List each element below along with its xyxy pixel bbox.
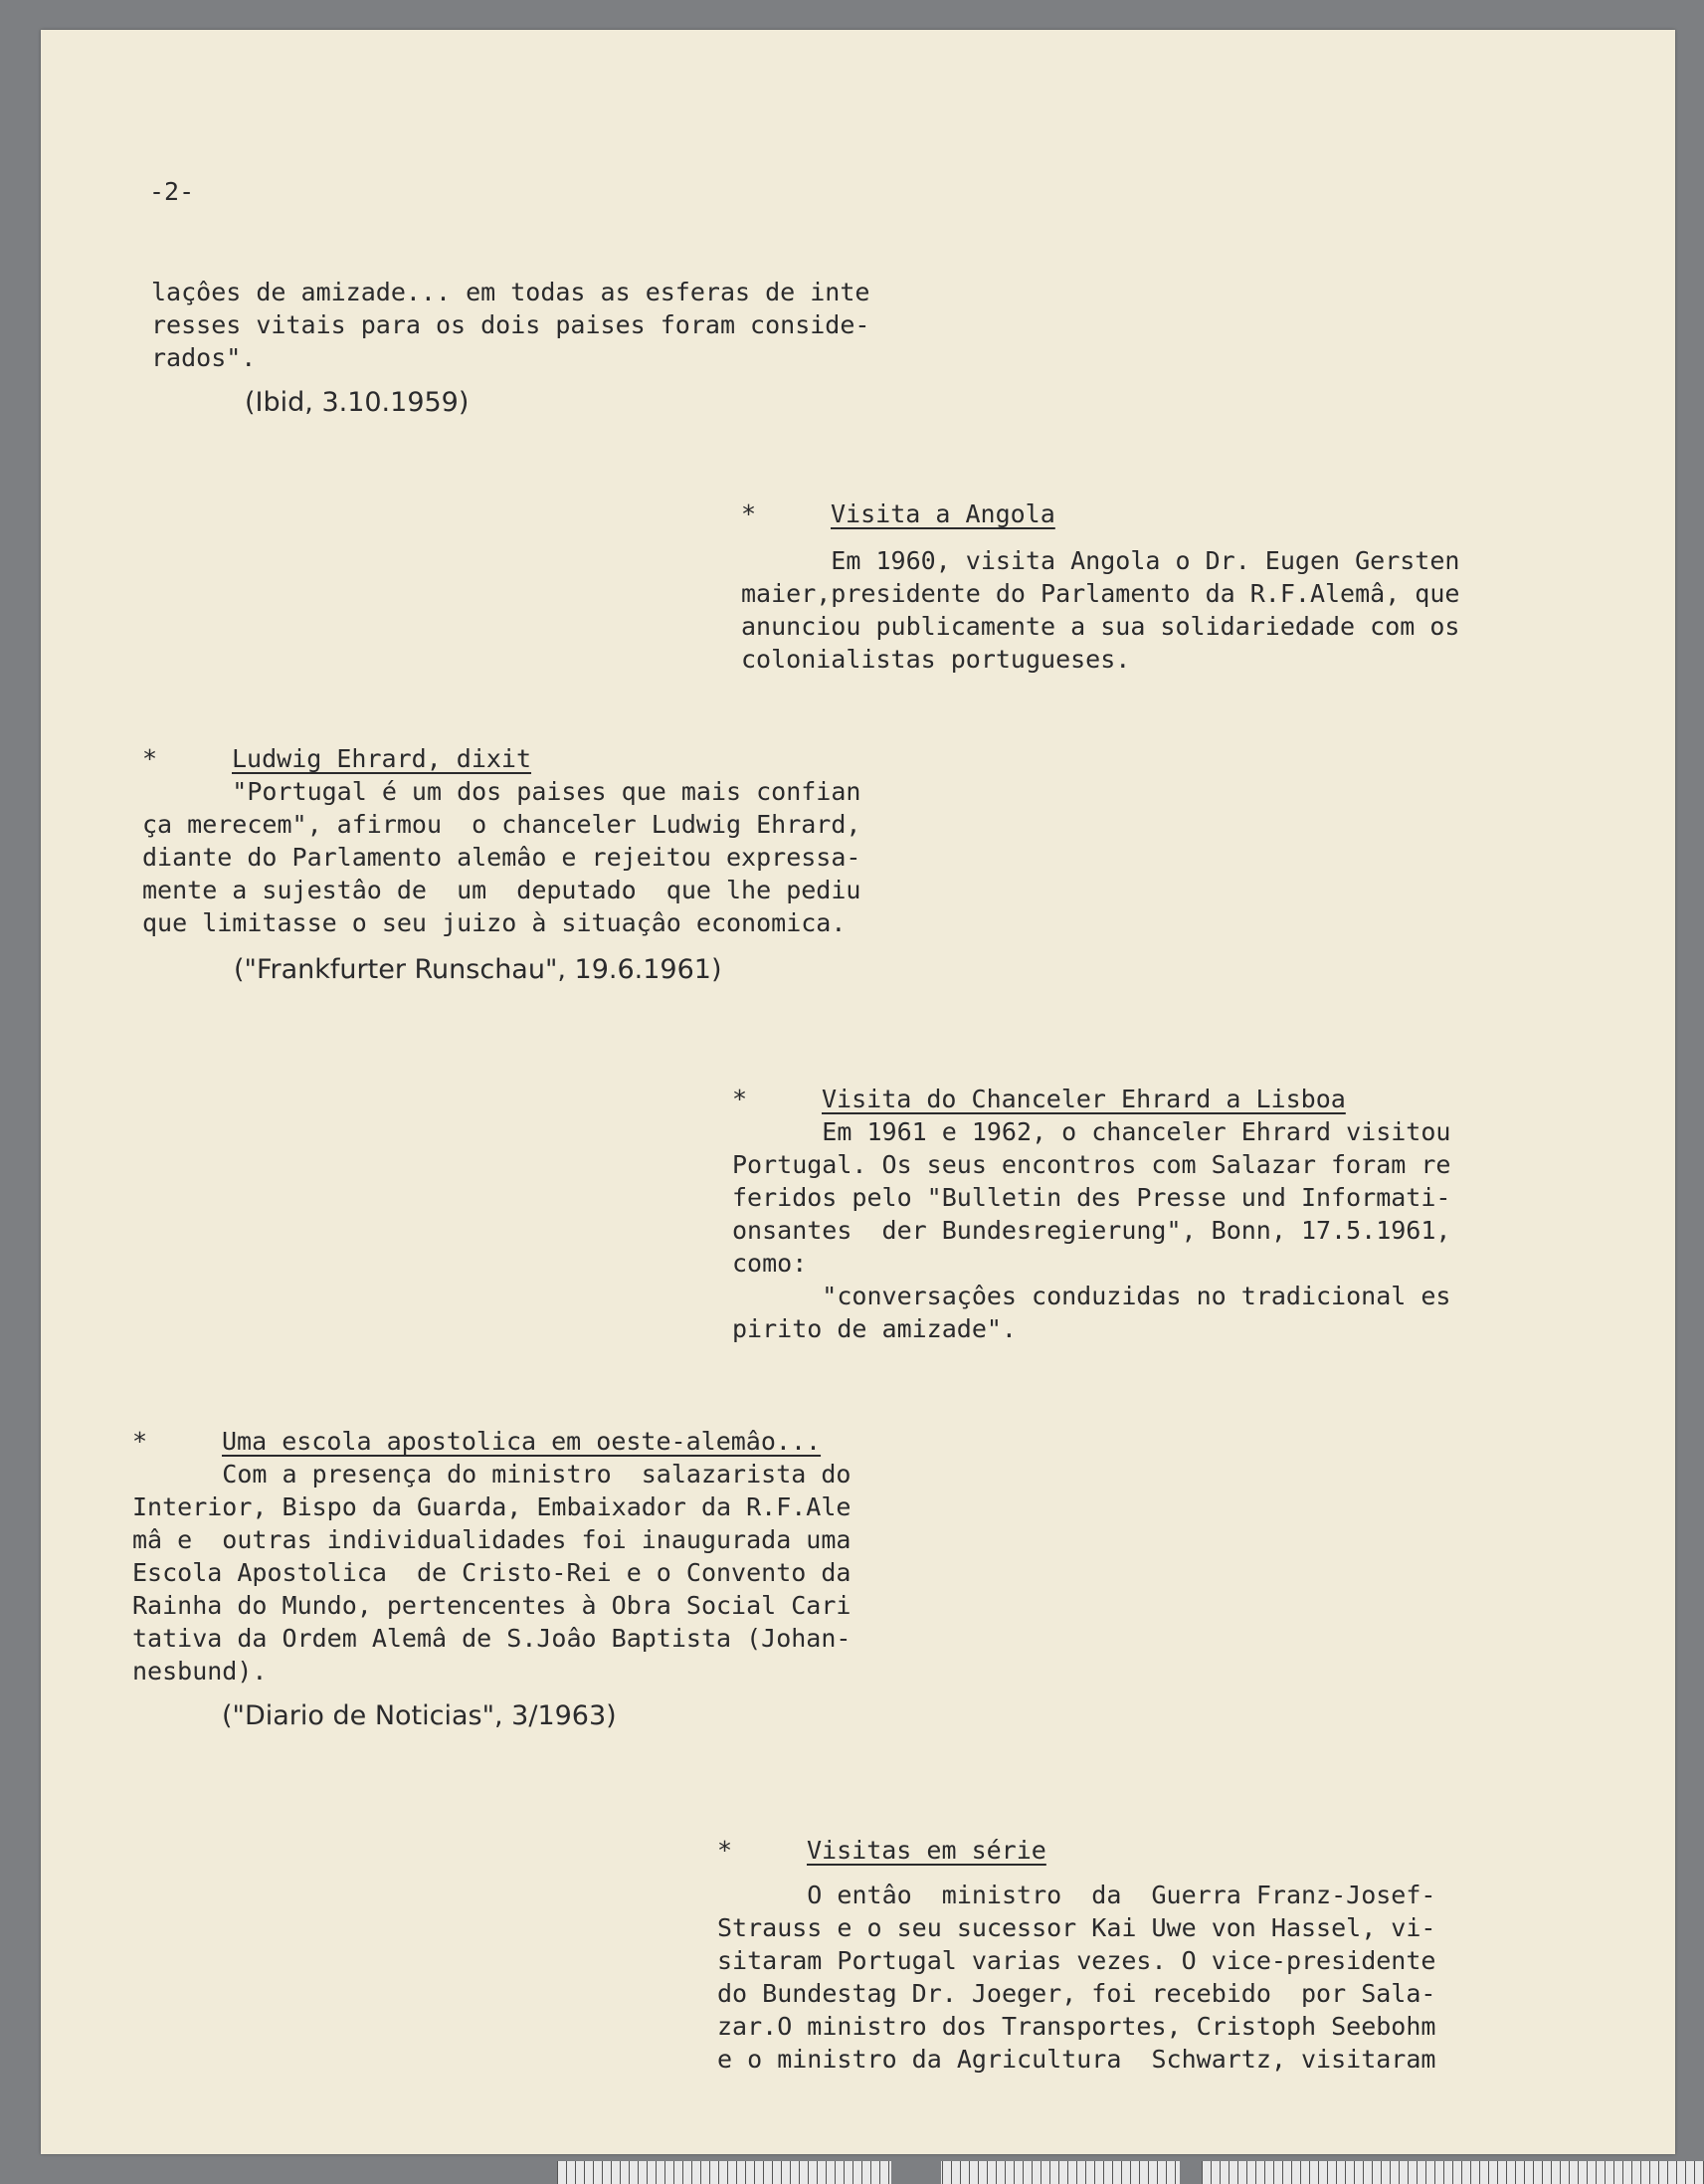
text-line: tativa da Ordem Alemâ de S.Joâo Baptista (Johan- bbox=[132, 1624, 852, 1653]
text-line: laçôes de amizade... em todas as esferas de inte bbox=[151, 278, 870, 306]
section-heading: Visitas em série bbox=[807, 1836, 1046, 1865]
citation: ("Frankfurter Runschau", 19.6.1961) bbox=[234, 954, 722, 985]
text-line: Escola Apostolica de Cristo-Rei e o Convento da bbox=[132, 1558, 852, 1587]
bullet-marker: * bbox=[717, 1836, 733, 1865]
section-heading: Visita a Angola bbox=[831, 499, 1055, 528]
text-line: mâ e outras individualidades foi inaugurada uma bbox=[132, 1525, 852, 1554]
text-line: rados". bbox=[151, 343, 257, 372]
text-line: Interior, Bispo da Guarda, Embaixador da R.F.Ale bbox=[132, 1492, 852, 1521]
text-line: Rainha do Mundo, pertencentes à Obra Social Cari bbox=[132, 1591, 852, 1620]
text-line: resses vitais para os dois paises foram conside- bbox=[151, 310, 870, 339]
section-ludwig-ehrard bbox=[142, 742, 860, 986]
text-line: do Bundestag Dr. Joeger, foi recebido por Sala- bbox=[717, 1979, 1436, 2008]
bullet-marker: * bbox=[741, 499, 757, 528]
text-line: onsantes der Bundesregierung", Bonn, 17.5.1961, bbox=[732, 1216, 1451, 1245]
citation: ("Diario de Noticias", 3/1963) bbox=[222, 1700, 617, 1731]
bullet-marker: * bbox=[732, 1085, 748, 1113]
text-line: colonialistas portugueses. bbox=[741, 645, 1131, 674]
text-line: que limitasse o seu juizo à situaçâo economica. bbox=[142, 908, 847, 937]
text-line: diante do Parlamento alemâo e rejeitou expressa- bbox=[142, 843, 861, 872]
section-visita-chanceler bbox=[732, 1083, 1450, 1345]
text-line: ça merecem", afirmou o chanceler Ludwig Ehrard, bbox=[142, 810, 861, 839]
text-line: feridos pelo "Bulletin des Presse und Informati- bbox=[732, 1183, 1451, 1212]
text-line: mente a sujestâo de um deputado que lhe pediu bbox=[142, 876, 861, 904]
section-visitas-em-serie bbox=[717, 1834, 1435, 2076]
text-line: "conversaçôes conduzidas no tradicional es bbox=[732, 1282, 1451, 1310]
text-line: O entâo ministro da Guerra Franz-Josef- bbox=[717, 1881, 1436, 1909]
text-line: "Portugal é um dos paises que mais confian bbox=[142, 777, 861, 806]
text-line: e o ministro da Agricultura Schwartz, visitaram bbox=[717, 2045, 1436, 2074]
bullet-marker: * bbox=[142, 744, 158, 773]
citation: (Ibid, 3.10.1959) bbox=[245, 387, 470, 418]
text-line: zar.O ministro dos Transportes, Cristoph Seebohm bbox=[717, 2012, 1436, 2041]
text-line: Portugal. Os seus encontros com Salazar foram re bbox=[732, 1150, 1451, 1179]
text-line: nesbund). bbox=[132, 1657, 268, 1686]
page-number: -2- bbox=[149, 177, 195, 206]
text-line: maier,presidente do Parlamento da R.F.Alemâ, que bbox=[741, 579, 1460, 608]
section-heading: Uma escola apostolica em oeste-alemâo... bbox=[222, 1427, 822, 1456]
text-line: Strauss e o seu sucessor Kai Uwe von Hassel, vi- bbox=[717, 1913, 1436, 1942]
section-heading: Visita do Chanceler Ehrard a Lisboa bbox=[822, 1085, 1346, 1113]
text-line: sitaram Portugal varias vezes. O vice-presidente bbox=[717, 1946, 1436, 1975]
section-escola-apostolica bbox=[132, 1425, 851, 1732]
text-line: Em 1961 e 1962, o chanceler Ehrard visitou bbox=[732, 1117, 1451, 1146]
text-line: Em 1960, visita Angola o Dr. Eugen Gersten bbox=[741, 546, 1460, 575]
section-heading: Ludwig Ehrard, dixit bbox=[232, 744, 532, 773]
paragraph-continuation bbox=[151, 276, 869, 419]
section-visita-angola bbox=[741, 497, 1459, 676]
text-line: como: bbox=[732, 1249, 808, 1278]
text-line: anunciou publicamente a sua solidariedade com os bbox=[741, 612, 1460, 641]
text-line: Com a presença do ministro salazarista do bbox=[132, 1460, 852, 1489]
scale-ruler bbox=[557, 2161, 1704, 2184]
text-line: pirito de amizade". bbox=[732, 1314, 1017, 1343]
bullet-marker: * bbox=[132, 1427, 148, 1456]
